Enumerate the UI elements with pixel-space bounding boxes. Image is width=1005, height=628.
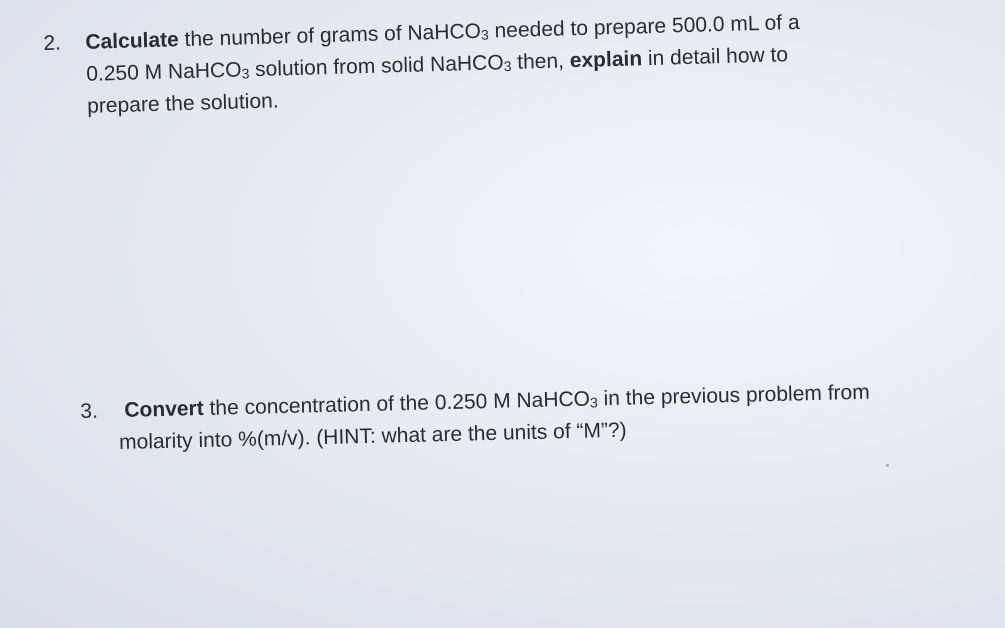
question-number: 3.	[80, 399, 99, 423]
keyword-convert: Convert	[124, 396, 204, 422]
question-2	[43, 7, 802, 124]
question-number: 2.	[43, 31, 62, 55]
question-3	[80, 377, 871, 460]
question-text: the concentration of the 0.250 M NaHCO	[203, 387, 591, 420]
subscript: 3	[480, 26, 490, 43]
question-text: solution from solid NaHCO	[248, 51, 504, 82]
paper-speck	[886, 464, 889, 467]
subscript: 3	[503, 57, 512, 75]
question-text: the number of grams of NaHCO	[178, 19, 482, 52]
question-text: needed to prepare 500.0 mL of a	[488, 10, 800, 43]
keyword-calculate: Calculate	[85, 28, 180, 54]
subscript: 3	[589, 394, 599, 411]
question-text: prepare the solution.	[86, 89, 279, 118]
question-text: then,	[511, 49, 571, 74]
question-text: 0.250 M NaHCO	[85, 58, 242, 86]
keyword-explain: explain	[569, 47, 643, 73]
subscript: 3	[241, 65, 250, 82]
question-text: in detail how to	[641, 43, 789, 71]
question-text: in the previous problem from	[597, 380, 870, 411]
question-text: molarity into %(m/v). (HINT: what are the units of “M”?)	[118, 418, 627, 455]
